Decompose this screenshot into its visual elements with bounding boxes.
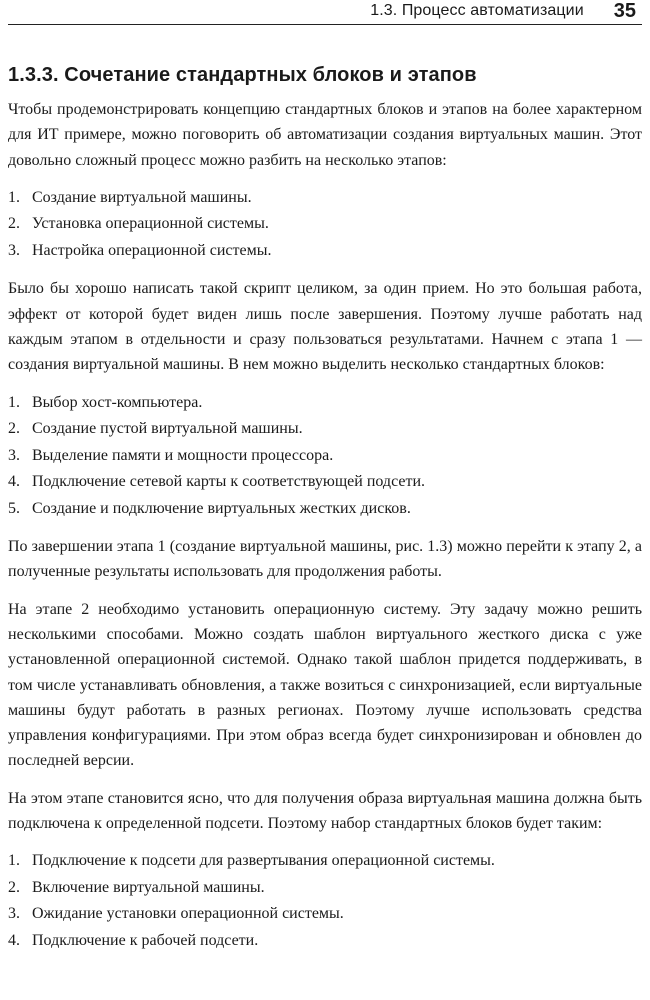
list-item-text: Настройка операционной системы. bbox=[32, 241, 272, 259]
list-item-text: Включение виртуальной машины. bbox=[32, 878, 265, 896]
list-item bbox=[8, 238, 642, 265]
list-item bbox=[8, 390, 642, 417]
list-item-text: Создание виртуальной машины. bbox=[32, 188, 252, 206]
list-item-text: Подключение к рабочей подсети. bbox=[32, 931, 259, 949]
list-item-text: Подключение сетевой карты к соответствующей подсети. bbox=[32, 473, 426, 491]
list-item bbox=[8, 443, 642, 470]
list-blocks-stage1 bbox=[8, 390, 642, 523]
paragraph-stage2: На этапе 2 необходимо установить операционную систему. Эту задачу можно решить несколькими способами. Можно создать шаблон виртуального жесткого диска с уже установленной операционной системой. Однако такой шаблон придется поддерживать, в том числе устанавливать обновления, а также возиться с синхронизацией, если виртуальные машины будут работать в разных регионах. Поэтому лучше использовать средства управления конфигурациями. При этом образ всегда будет синхронизирован и обновлен до последней версии. bbox=[8, 600, 642, 770]
list-item-number: 4. bbox=[8, 931, 20, 949]
running-header-title: 1.3. Процесс автоматизации bbox=[370, 2, 584, 19]
list-item-text: Ожидание установки операционной системы. bbox=[32, 905, 344, 923]
list-item-number: 4. bbox=[8, 473, 20, 491]
list-item bbox=[8, 469, 642, 496]
paragraph-intro: Чтобы продемонстрировать концепцию стандартных блоков и этапов на более характерном для ИТ примере, можно поговорить об автоматизации создания виртуальных машин. Этот довольно сложный процесс можно разбить на несколько этапов: bbox=[8, 101, 642, 169]
list-item-number: 3. bbox=[8, 446, 20, 464]
list-item-number: 1. bbox=[8, 852, 20, 870]
list-item bbox=[8, 875, 642, 902]
list-item-number: 3. bbox=[8, 905, 20, 923]
list-item-number: 1. bbox=[8, 188, 20, 206]
list-item-number: 2. bbox=[8, 878, 20, 896]
paragraph-subnet: На этом этапе становится ясно, что для получения образа виртуальная машина должна быть подключена к определенной подсети. Поэтому набор стандартных блоков будет таким: bbox=[8, 789, 642, 833]
list-stages bbox=[8, 185, 642, 265]
list-item-text: Подключение к подсети для развертывания операционной системы. bbox=[32, 852, 495, 870]
list-item-text: Выбор хост-компьютера. bbox=[32, 393, 203, 411]
list-item bbox=[8, 901, 642, 928]
list-item-number: 3. bbox=[8, 241, 20, 259]
list-item bbox=[8, 928, 642, 955]
list-item-text: Выделение памяти и мощности процессора. bbox=[32, 446, 334, 464]
list-item bbox=[8, 211, 642, 238]
list-item bbox=[8, 185, 642, 212]
list-item-text: Создание пустой виртуальной машины. bbox=[32, 420, 303, 438]
list-item bbox=[8, 496, 642, 523]
section-heading: 1.3.3. Сочетание стандартных блоков и этапов bbox=[8, 64, 477, 86]
list-item-number: 1. bbox=[8, 393, 20, 411]
page-number: 35 bbox=[613, 0, 636, 22]
list-item-number: 2. bbox=[8, 420, 20, 438]
list-item-number: 2. bbox=[8, 215, 20, 233]
list-item bbox=[8, 416, 642, 443]
paragraph-stage1: Было бы хорошо написать такой скрипт целиком, за один прием. Но это большая работа, эффект от которой будет виден лишь после завершения. Поэтому лучше работать над каждым этапом в отдельности и сразу пользоваться результатами. Начнем с этапа 1 — создания виртуальной машины. В нем можно выделить несколько стандартных блоков: bbox=[8, 280, 642, 374]
list-item-number: 5. bbox=[8, 499, 20, 517]
paragraph-stage1-done: По завершении этапа 1 (создание виртуальной машины, рис. 1.3) можно перейти к этапу 2, а полученные результаты использовать для продолжения работы. bbox=[8, 538, 642, 581]
running-header bbox=[8, 0, 642, 25]
list-item-text: Создание и подключение виртуальных жестких дисков. bbox=[32, 499, 411, 517]
list-item-text: Установка операционной системы. bbox=[32, 215, 269, 233]
list-item bbox=[8, 848, 642, 875]
list-blocks-stage2 bbox=[8, 848, 642, 954]
